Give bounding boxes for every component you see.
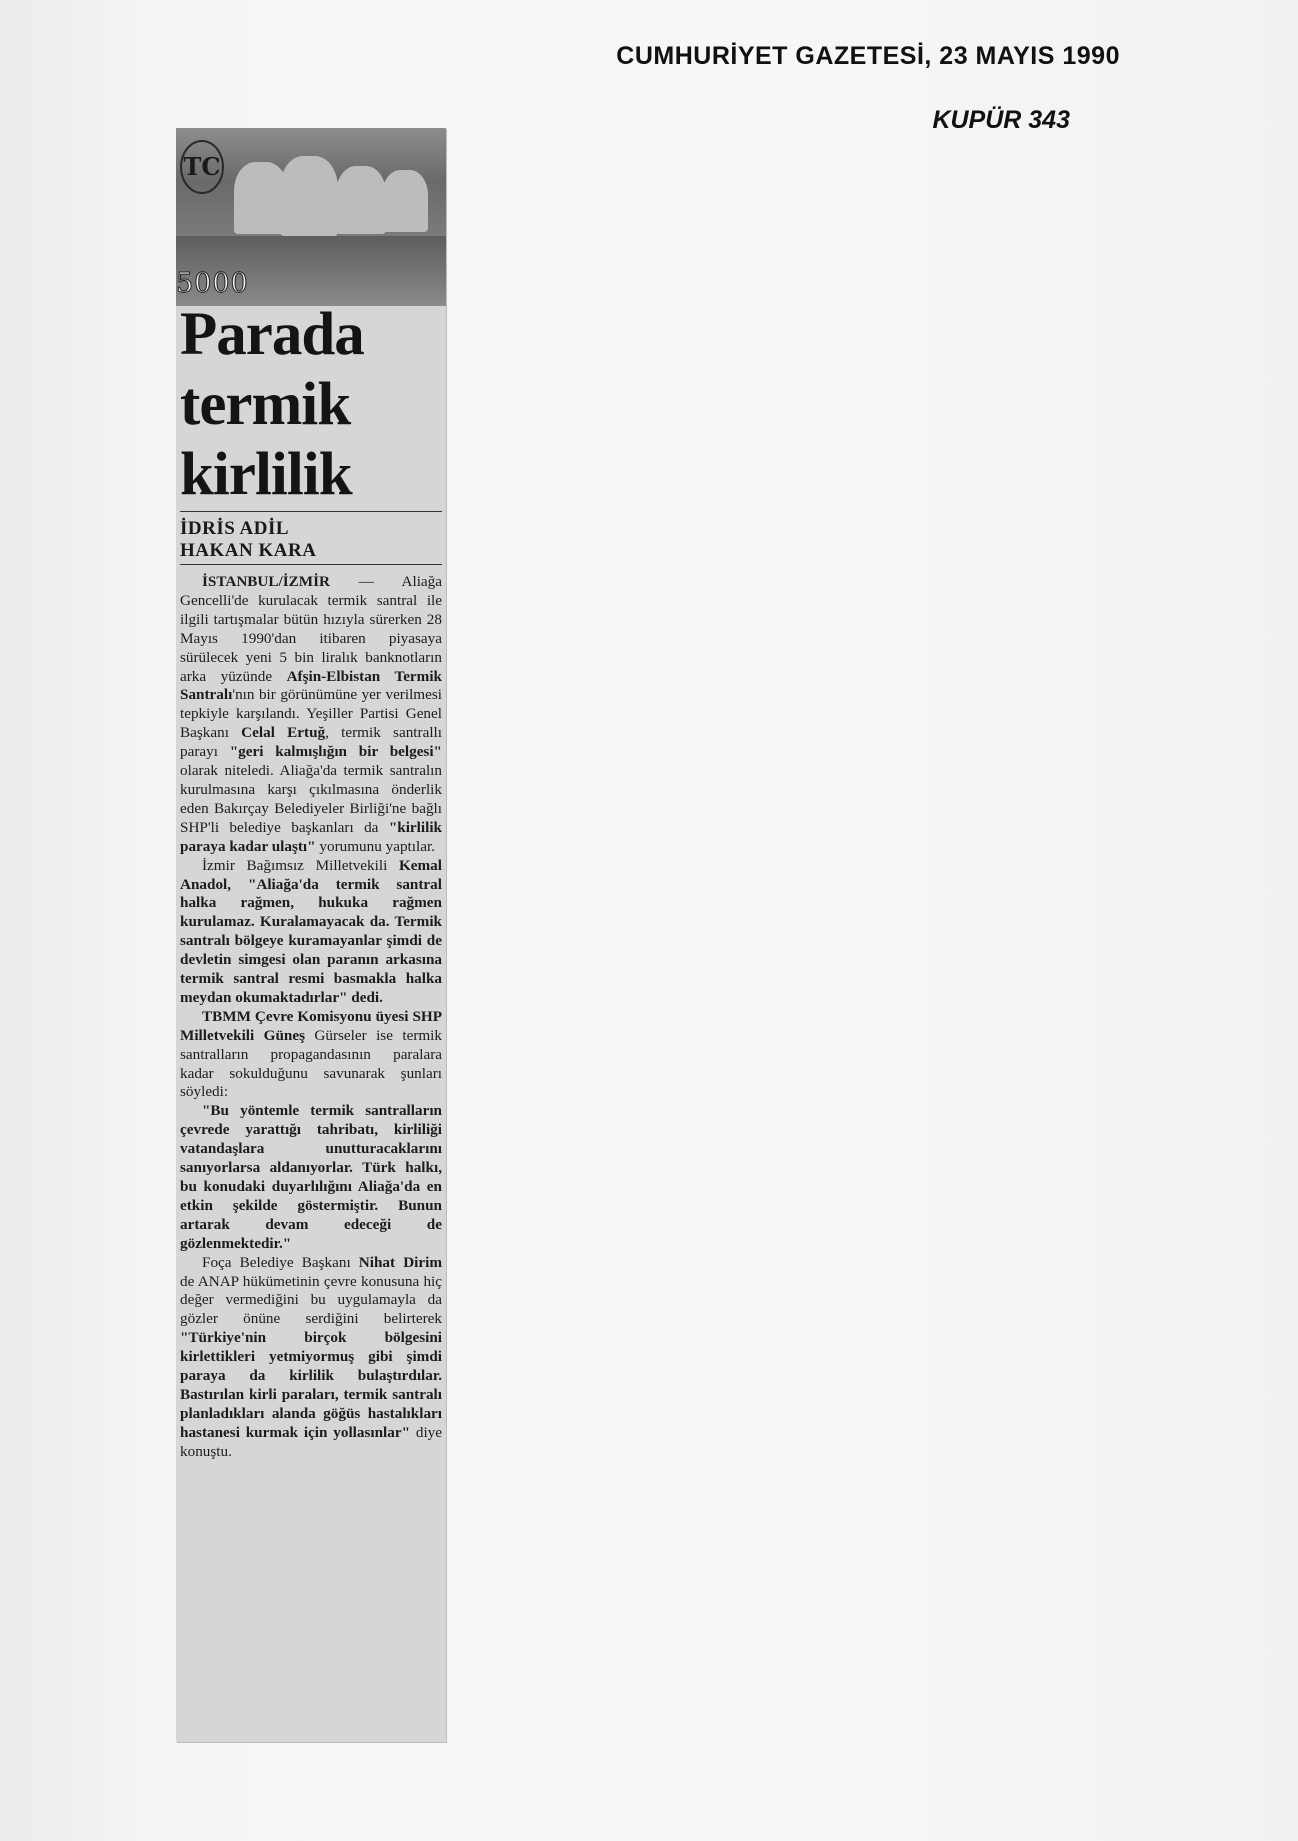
headline-line: termik — [180, 371, 351, 438]
paragraph: "Bu yöntemle termik santralların çevrede yarattığı tahribatı, kirliliği vatandaşlara unutturacaklarını sanıyorlarsa aldanıyorlar. Türk halkı, bu konudaki duyarlılığını Aliağa'da en etkin şekilde göstermiştir. Bunun artarak devam edeceği de gözlenmektedir." — [180, 1102, 442, 1252]
article-body — [180, 573, 442, 1462]
cooling-tower-shape — [382, 170, 428, 232]
paragraph: İSTANBUL/İZMİR — Aliağa Gencelli'de kurulacak termik santral ile ilgili tartışmalar bütün hızıyla sürerken 28 Mayıs 1990'dan itibaren piyasaya sürülecek yeni 5 bin liralık banknotların arka yüzünde Afşin-Elbistan Termik Santralı'nın bir görünümüne yer verilmesi tepkiyle karşılandı. Yeşiller Partisi Genel Başkanı Celal Ertuğ, termik santrallı parayı "geri kalmışlığın bir belgesi" olarak niteledi. Aliağa'da termik santralın kurulmasına karşı çıkılmasına önderlik eden Bakırçay Belediyeler Birliği'ne bağlı SHP'li belediye başkanları da "kirlilik paraya kadar ulaştı" yorumunu yaptılar. — [180, 573, 442, 855]
author-name: HAKAN KARA — [180, 540, 317, 561]
paragraph: Foça Belediye Başkanı Nihat Dirim de ANAP hükümetinin çevre konusuna hiç değer vermediğini bu uygulamayla da gözler önüne serdiğini belirterek "Türkiye'nin birçok bölgesini kirlettikleri yetmiyormuş gibi şimdi paraya da kirlilik bulaştırdılar. Bastırılan kirli paraları, termik santralı planladıkları alanda göğüs hastalıkları hastanesi kurmak için yollasınlar" diye konuştu. — [180, 1253, 442, 1460]
newspaper-clipping — [176, 128, 446, 1742]
author-name: İDRİS ADİL — [180, 518, 290, 539]
article-headline — [180, 300, 442, 510]
byline-divider — [180, 564, 442, 565]
headline-line: Parada — [180, 301, 364, 368]
paragraph: İzmir Bağımsız Milletvekili Kemal Anadol, "Aliağa'da termik santral halka rağmen, hukuka rağmen kurulamaz. Kuralamayacak da. Termik santralı bölgeye kuramayanlar şimdi de devletin simgesi olan paranın arkasına termik santral resmi basmakla halka meydan okumaktadırlar" dedi. — [180, 856, 442, 1006]
paragraph: TBMM Çevre Komisyonu üyesi SHP Milletvekili Güneş Gürseler ise termik santralların propagandasının paralara kadar sokulduğunu savunarak şunları söyledi: — [180, 1007, 442, 1101]
byline-divider — [180, 511, 442, 512]
banknote-denomination: 5000 — [176, 268, 249, 299]
publication-header: CUMHURİYET GAZETESİ, 23 MAYIS 1990 — [616, 42, 1120, 70]
banknote-emblem: TC — [180, 140, 224, 194]
clip-number: KUPÜR 343 — [932, 106, 1070, 134]
article-byline — [180, 518, 442, 562]
dateline: İSTANBUL/İZMİR — [202, 573, 330, 590]
cooling-tower-shape — [280, 156, 338, 236]
cooling-tower-shape — [336, 166, 386, 234]
banknote-image — [176, 128, 446, 306]
headline-line: kirlilik — [180, 441, 352, 508]
